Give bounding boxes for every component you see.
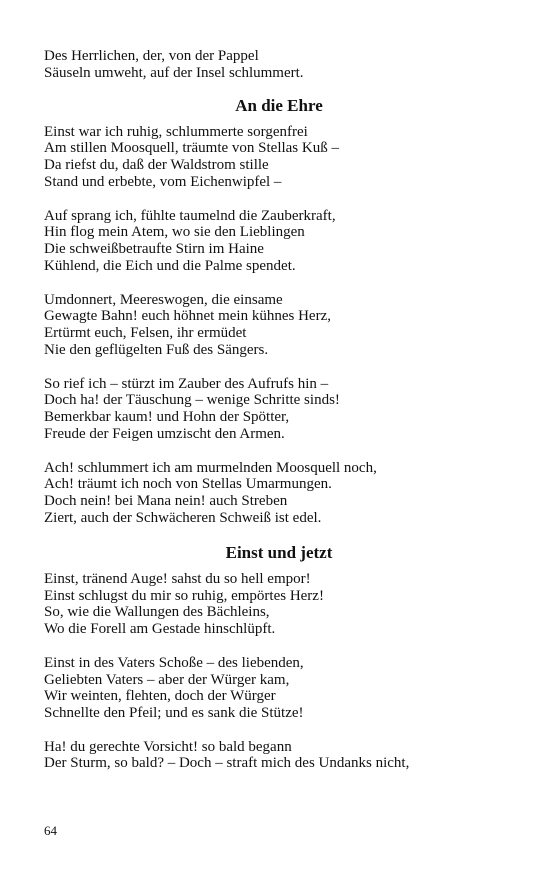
page-body xyxy=(44,48,514,772)
poem-an-die-ehre xyxy=(44,124,514,527)
verse-line: Da riefst du, daß der Waldstrom stille xyxy=(44,157,269,174)
verse-line: Einst, tränend Auge! sahst du so hell empor! xyxy=(44,570,311,587)
stanza-break xyxy=(44,722,514,739)
stanza-break xyxy=(44,359,514,376)
stanza-break xyxy=(44,638,514,655)
verse-line: Doch ha! der Täuschung – wenige Schritte sinds! xyxy=(44,392,340,409)
stanza-break xyxy=(44,443,514,460)
verse-line: Wo die Forell am Gestade hinschlüpft. xyxy=(44,621,276,638)
verse-line: Am stillen Moosquell, träumte von Stellas Kuß – xyxy=(44,140,339,157)
verse-line: Umdonnert, Meereswogen, die einsame xyxy=(44,291,283,308)
verse-line: Ach! schlummert ich am murmelnden Moosquell noch, xyxy=(44,459,377,476)
verse-line: So, wie die Wallungen des Bächleins, xyxy=(44,604,270,621)
page-number: 64 xyxy=(44,823,57,838)
verse-line: Ha! du gerechte Vorsicht! so bald begann xyxy=(44,738,292,755)
verse-line: Ziert, auch der Schwächeren Schweiß ist edel. xyxy=(44,509,322,526)
verse-line: Säuseln umweht, auf der Insel schlummert. xyxy=(44,64,304,81)
verse-line: Wir weinten, flehten, doch der Würger xyxy=(44,688,276,705)
verse-line: Die schweißbetraufte Stirn im Haine xyxy=(44,241,264,258)
poem-title: Einst und jetzt xyxy=(225,542,333,562)
verse-line: Ertürmt euch, Felsen, ihr ermüdet xyxy=(44,325,247,342)
poem-einst-und-jetzt xyxy=(44,571,514,773)
stanza-break xyxy=(44,191,514,208)
verse-line: Einst in des Vaters Schoße – des liebenden, xyxy=(44,654,304,671)
verse-line: Stand und erbebte, vom Eichenwipfel – xyxy=(44,173,282,190)
poem-title: An die Ehre xyxy=(235,95,323,115)
verse-line: Einst war ich ruhig, schlummerte sorgenfrei xyxy=(44,123,308,140)
verse-line: Auf sprang ich, fühlte taumelnd die Zauberkraft, xyxy=(44,207,336,224)
verse-line: Nie den geflügelten Fuß des Sängers. xyxy=(44,341,269,358)
verse-line: Gewagte Bahn! euch höhnet mein kühnes Herz, xyxy=(44,308,331,325)
verse-line: Freude der Feigen umzischt den Armen. xyxy=(44,425,285,442)
verse-line: Kühlend, die Eich und die Palme spendet. xyxy=(44,257,296,274)
stanza-break xyxy=(44,275,514,292)
verse-line: Der Sturm, so bald? – Doch – straft mich des Undanks nicht, xyxy=(44,755,410,772)
verse-line: Hin flog mein Atem, wo sie den Lieblingen xyxy=(44,224,305,241)
verse-line: Doch nein! bei Mana nein! auch Streben xyxy=(44,493,288,510)
verse-line: Einst schlugst du mir so ruhig, empörtes Herz! xyxy=(44,587,324,604)
verse-line: Geliebten Vaters – aber der Würger kam, xyxy=(44,671,290,688)
verse-line: Schnellte den Pfeil; und es sank die Stütze! xyxy=(44,705,304,722)
verse-line: So rief ich – stürzt im Zauber des Aufrufs hin – xyxy=(44,375,329,392)
intro-stanza xyxy=(44,48,514,82)
verse-line: Bemerkbar kaum! und Hohn der Spötter, xyxy=(44,409,290,426)
verse-line: Des Herrlichen, der, von der Pappel xyxy=(44,48,259,64)
verse-line: Ach! träumt ich noch von Stellas Umarmungen. xyxy=(44,476,332,493)
